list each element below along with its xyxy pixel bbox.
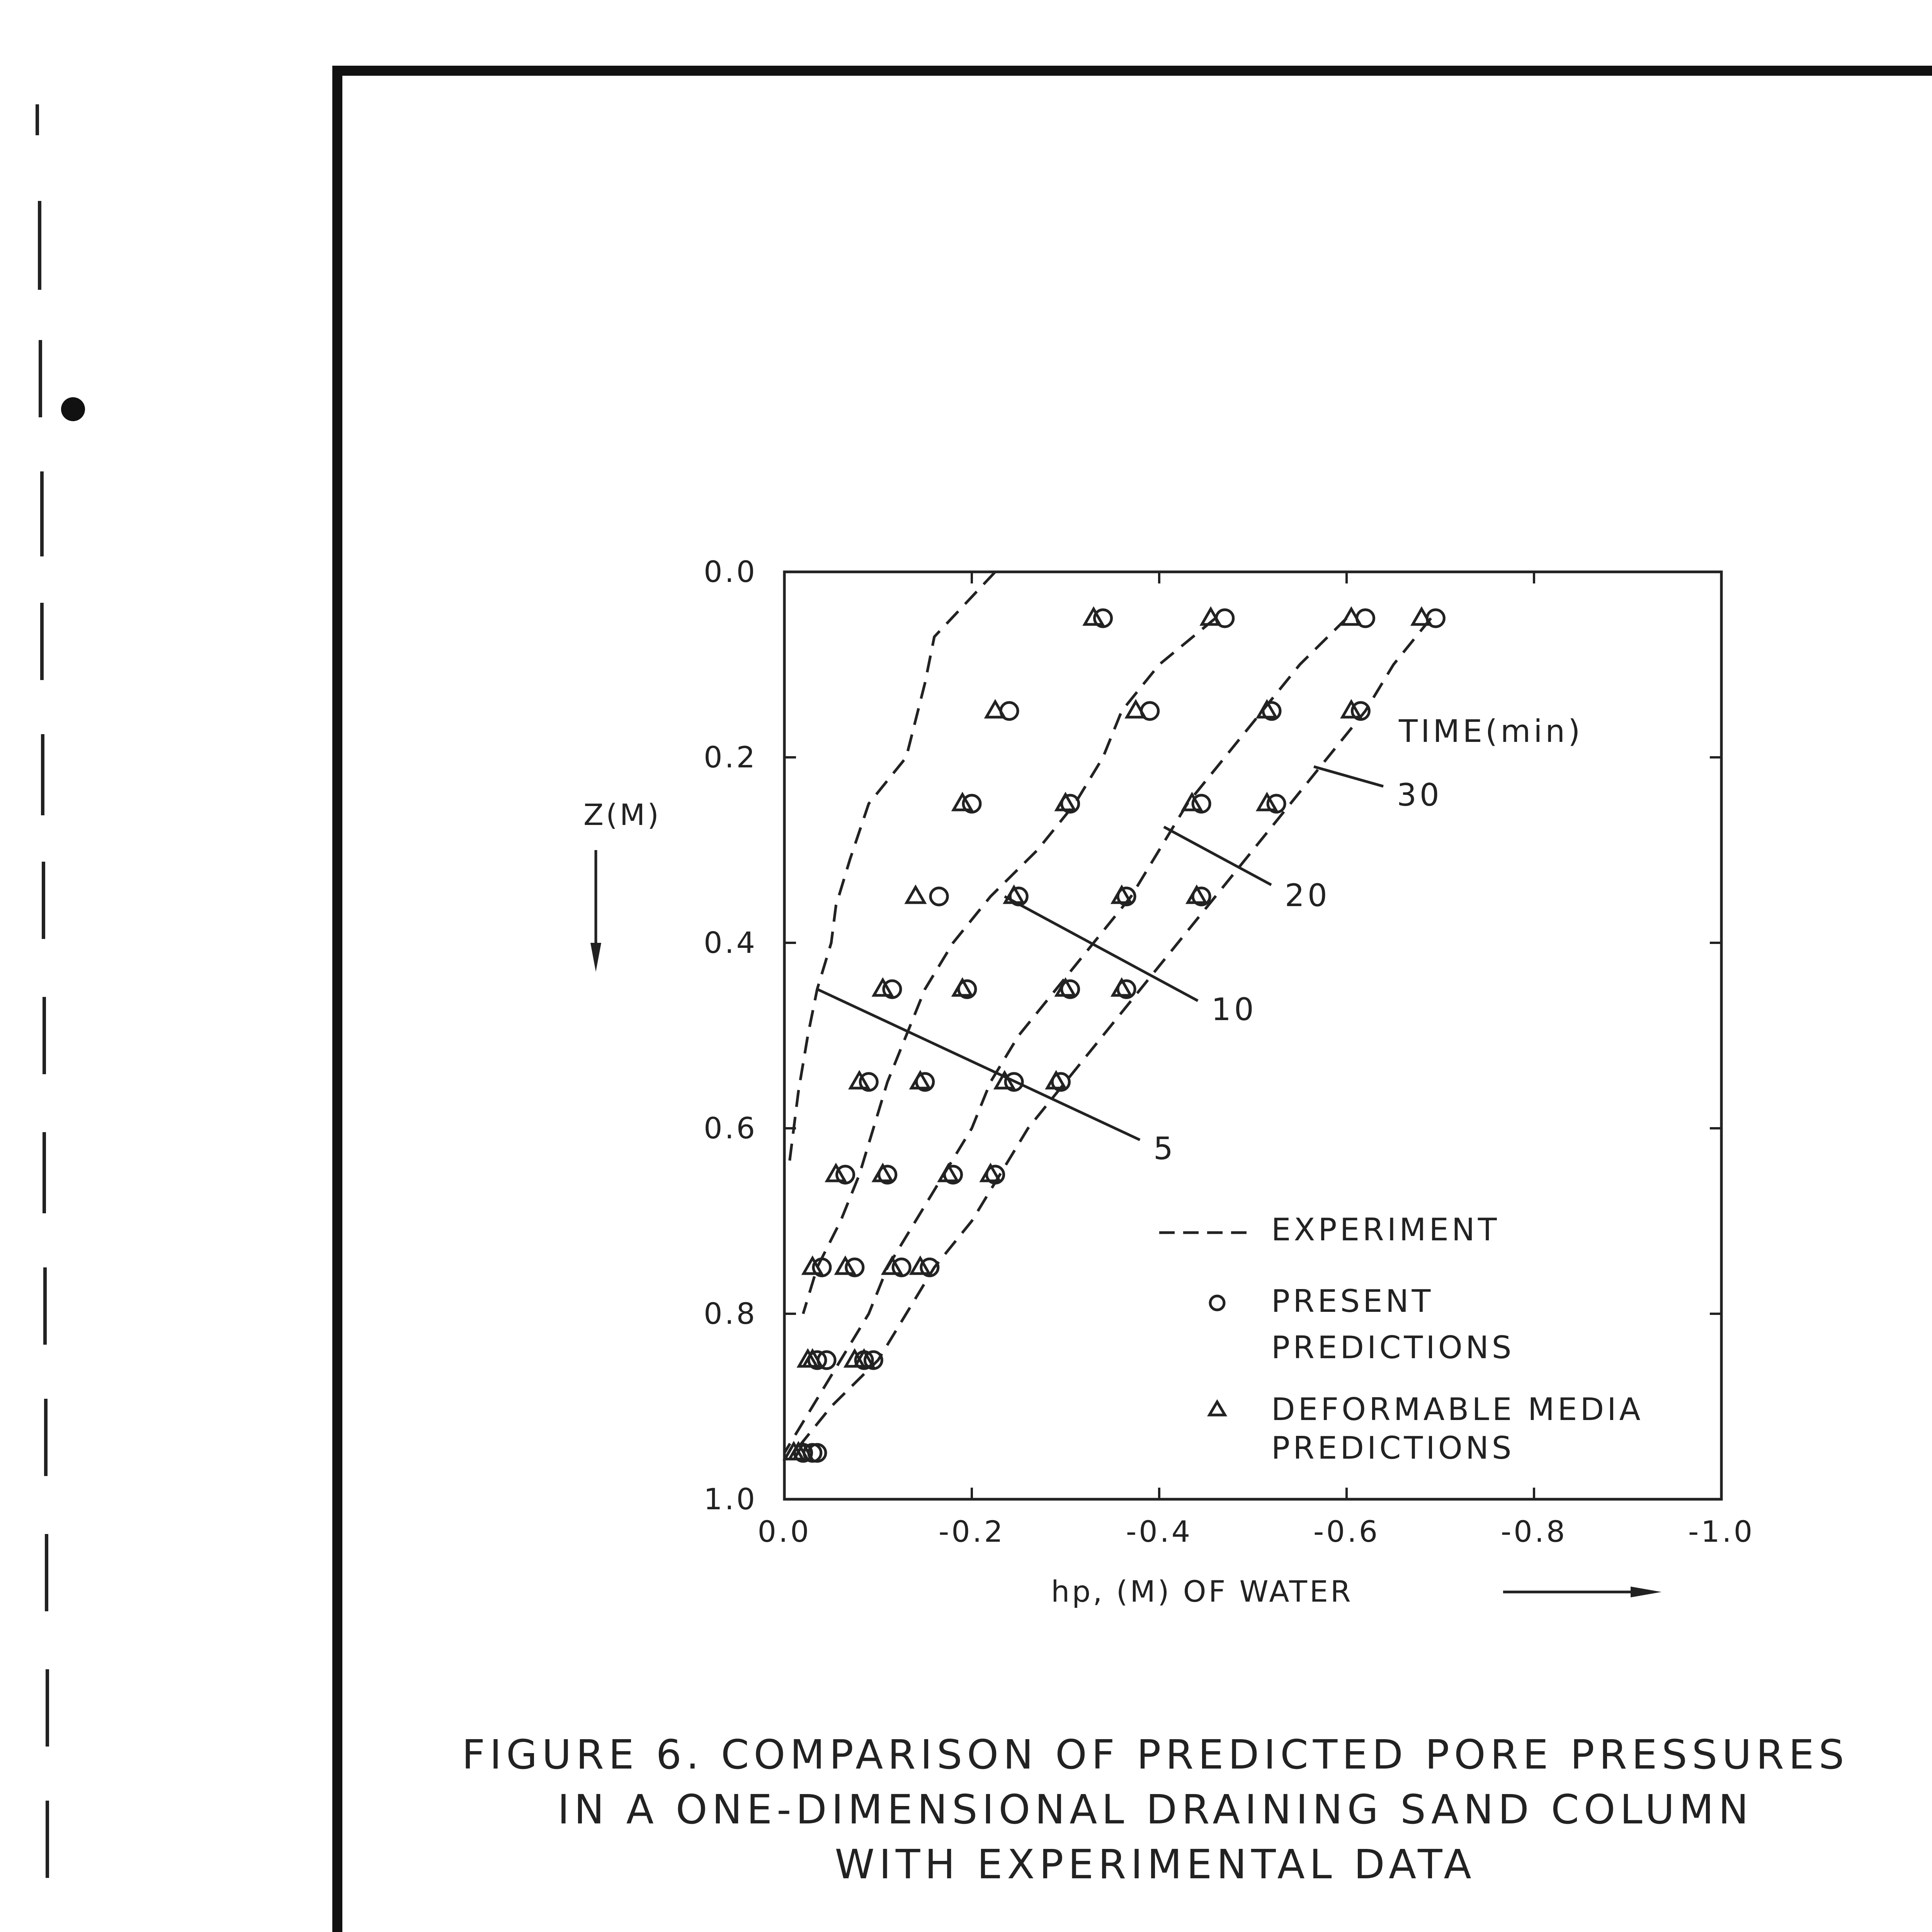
y-axis [704,554,1721,1516]
experiment-curve-30min [794,618,1431,1453]
plot-border [784,572,1721,1499]
x-tick-label: -0.2 [938,1514,1005,1549]
time-leader-5 [817,989,1140,1140]
experiment-curves [784,572,1431,1453]
deformable-marker [1113,887,1131,903]
figure-caption [342,1727,1932,1892]
deformable-marker [1047,1073,1065,1088]
x-tick-label: 0.0 [757,1514,811,1549]
x-axis-label: hp, (M) OF WATER [1051,1574,1353,1609]
deformable-marker [1057,794,1075,810]
experiment-curve-10min [803,618,1216,1314]
plot-frame [784,572,1721,1499]
deformable-marker [982,1165,1000,1181]
y-tick-label: 0.8 [704,1296,757,1331]
deformable-marker [1057,980,1075,995]
time-leader-20 [1164,827,1271,885]
y-tick-label: 0.4 [704,925,757,960]
x-tick-label: -0.8 [1500,1514,1568,1549]
time-label-20: 20 [1285,878,1330,913]
x-axis-arrowhead [1631,1587,1662,1597]
legend-deformable-label-2: PREDICTIONS [1271,1430,1515,1466]
deformable-marker [1113,980,1131,995]
time-label-10: 10 [1211,992,1257,1027]
x-tick-label: -0.6 [1313,1514,1380,1549]
y-tick-label: 0.0 [704,554,757,589]
deformable-marker [912,1073,929,1088]
legend-experiment-label: EXPERIMENT [1271,1212,1500,1248]
caption-line-2: IN A ONE-DIMENSIONAL DRAINING SAND COLUMN [558,1786,1753,1833]
legend-deformable-label-1: DEFORMABLE MEDIA [1271,1391,1644,1427]
deformable-marker [907,887,925,903]
time-leader-30 [1314,767,1383,786]
legend-present-label-2: PREDICTIONS [1271,1330,1515,1366]
time-label-leaders [817,767,1383,1140]
x-tick-label: -1.0 [1688,1514,1755,1549]
deformable-marker [1188,887,1206,903]
y-tick-label: 0.6 [704,1111,757,1145]
y-tick-label: 0.2 [704,740,757,774]
y-axis-arrowhead [590,943,601,972]
x-tick-label: -0.4 [1126,1514,1193,1549]
present-marker [930,888,947,905]
time-leader-10 [1005,896,1198,1001]
caption-line-1: FIGURE 6. COMPARISON OF PREDICTED PORE PRESSURES [462,1731,1849,1778]
experiment-curve-20min [784,618,1347,1453]
deformable-marker [1258,702,1276,717]
deformable-marker [954,980,971,995]
deformable-marker [874,1165,892,1181]
caption-line-3: WITH EXPERIMENTAL DATA [835,1841,1476,1888]
experiment-curve-5min [789,572,995,1165]
legend-present-marker [1210,1296,1224,1310]
legend-deformable-marker [1209,1402,1225,1415]
time-label-5: 5 [1153,1131,1176,1167]
y-axis-label: Z(M) [583,798,661,832]
legend [1159,1212,1643,1466]
y-tick-label: 1.0 [704,1482,757,1516]
legend-present-label-1: PRESENT [1271,1283,1434,1319]
time-label-30: 30 [1397,777,1442,813]
deformable-marker [939,1165,957,1181]
time-title: TIME(min) [1399,713,1583,749]
